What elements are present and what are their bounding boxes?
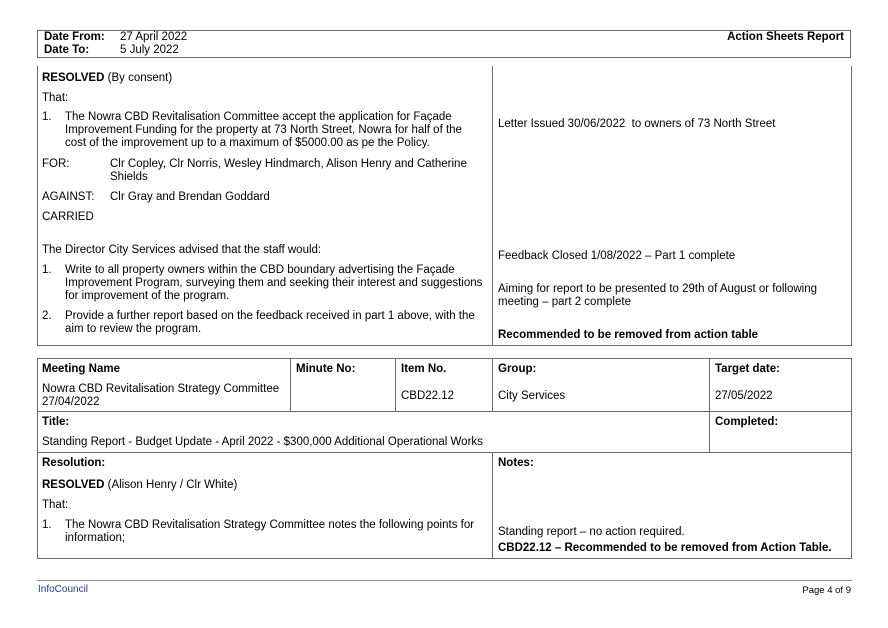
director-item1-line: for improvement of the program. — [65, 290, 230, 302]
notes-aiming-line: Aiming for report to be presented to 29th of August or following — [498, 283, 817, 295]
col-target-date: Target date: — [715, 363, 780, 375]
upper-left-border — [37, 66, 38, 346]
notes-cbd-recommended: CBD22.12 – Recommended to be removed from Action Table. — [498, 542, 832, 554]
upper-divider — [492, 66, 493, 346]
col-item-no: Item No. — [401, 363, 447, 375]
lower-that: That: — [42, 499, 69, 511]
lower-resolved — [42, 479, 237, 492]
carried-text: CARRIED — [42, 211, 94, 223]
director-item2-num: 2. — [42, 310, 52, 322]
date-from-label: Date From: — [44, 31, 105, 43]
table-vline-minute — [290, 358, 291, 412]
upper-item1-num: 1. — [42, 111, 52, 123]
upper-bottom-border — [37, 345, 852, 346]
title-text: Standing Report - Budget Update - April 2022 - $300,000 Additional Operational Works — [42, 436, 483, 448]
for-line: Clr Copley, Clr Norris, Wesley Hindmarch, Alison Henry and Catherine — [110, 158, 467, 170]
director-item1-num: 1. — [42, 264, 52, 276]
lower-resolved-label: RESOLVED — [42, 479, 105, 491]
table-hline-1 — [37, 411, 852, 412]
director-item1-line: Improvement Program, surveying them and seeking their interest and suggestions — [65, 277, 483, 289]
notes-recommended: Recommended to be removed from action table — [498, 329, 759, 341]
director-text: The Director City Services advised that the staff would: — [42, 244, 322, 256]
group-cell: City Services — [498, 390, 566, 402]
title-label: Title: — [42, 416, 70, 428]
upper-resolved-label: RESOLVED — [42, 72, 105, 84]
item-no-cell: CBD22.12 — [401, 390, 455, 402]
director-item2-line: Provide a further report based on the feedback received in part 1 above, with the — [65, 310, 475, 322]
table-vline-item — [395, 358, 396, 412]
director-item1-text — [65, 264, 490, 303]
col-group: Group: — [498, 363, 537, 375]
footer-brand: InfoCouncil — [38, 584, 89, 595]
date-from-value: 27 April 2022 — [120, 31, 188, 43]
notes-letter: Letter Issued 30/06/2022 to owners of 73 North Street — [498, 118, 776, 130]
notes-aiming-line: meeting – part 2 complete — [498, 296, 631, 308]
meeting-name-line: Nowra CBD Revitalisation Strategy Committee — [42, 383, 280, 395]
upper-item1-line: Improvement Funding for the property at 73 North Street, Nowra for half of the — [65, 124, 462, 136]
upper-resolved-suffix: (By consent) — [107, 72, 173, 84]
for-label: FOR: — [42, 158, 70, 170]
table-vline-notes — [492, 452, 493, 559]
for-text — [110, 158, 490, 184]
footer-page-number: Page 4 of 9 — [802, 585, 851, 596]
resolution-label: Resolution: — [42, 457, 106, 469]
lower-item1-text — [65, 519, 488, 545]
table-vline-target — [709, 358, 710, 453]
lower-resolved-suffix: (Alison Henry / Clr White) — [107, 479, 238, 491]
upper-right-border — [851, 66, 852, 346]
upper-that: That: — [42, 92, 69, 104]
against-text: Clr Gray and Brendan Goddard — [110, 191, 270, 203]
notes-feedback: Feedback Closed 1/08/2022 – Part 1 complete — [498, 250, 736, 262]
table-hline-2 — [37, 452, 852, 453]
upper-item1-line: cost of the improvement up to a maximum of $5000.00 as pe the Policy. — [65, 137, 430, 149]
report-title: Action Sheets Report — [727, 31, 844, 43]
table-vline-group — [492, 358, 493, 412]
date-to-label: Date To: — [44, 44, 90, 56]
upper-item1-text — [65, 111, 490, 150]
meeting-name-cell — [42, 383, 288, 409]
lower-item1-line: information; — [65, 532, 126, 544]
meeting-name-line: 27/04/2022 — [42, 396, 100, 408]
completed-label: Completed: — [715, 416, 779, 428]
director-item2-line: aim to review the program. — [65, 323, 202, 335]
lower-item1-line: The Nowra CBD Revitalisation Strategy Committee notes the following points for — [65, 519, 475, 531]
footer-rule — [37, 580, 852, 581]
director-item2-text — [65, 310, 490, 336]
col-minute-no: Minute No: — [296, 363, 356, 375]
notes-aiming — [498, 283, 848, 309]
director-item1-line: Write to all property owners within the CBD boundary advertising the Façade — [65, 264, 455, 276]
col-meeting-name: Meeting Name — [42, 363, 120, 375]
lower-item1-num: 1. — [42, 519, 52, 531]
for-line: Shields — [110, 171, 148, 183]
upper-item1-line: The Nowra CBD Revitalisation Committee accept the application for Façade — [65, 111, 452, 123]
upper-resolved — [42, 72, 172, 85]
target-date-cell: 27/05/2022 — [715, 390, 773, 402]
notes-standing: Standing report – no action required. — [498, 526, 685, 538]
notes-label: Notes: — [498, 457, 534, 469]
date-to-value: 5 July 2022 — [120, 44, 179, 56]
against-label: AGAINST: — [42, 191, 95, 203]
